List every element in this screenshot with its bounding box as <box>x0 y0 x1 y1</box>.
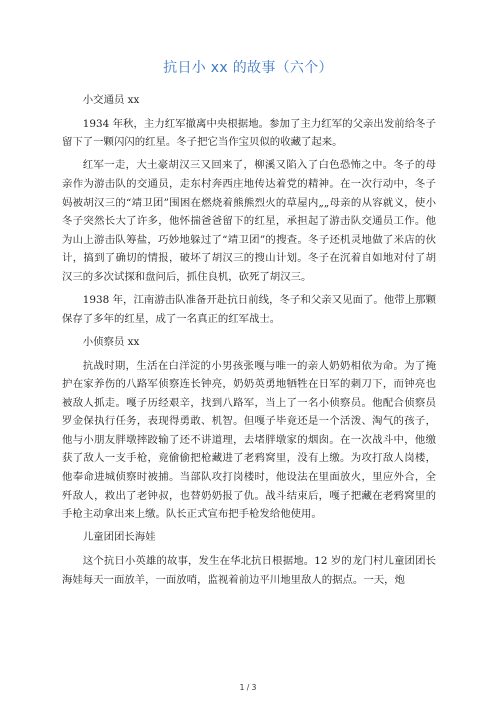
section-heading: 小交通员 xx <box>82 94 140 106</box>
page-number: 1 / 3 <box>239 683 257 692</box>
document-body <box>62 91 436 594</box>
paragraph: 这个抗日小英雄的故事，发生在华北抗日根据地。12 岁的龙门村儿童团团长海娃每天一面放羊，一面放哨，监视着前边平川地里敌人的据点。一天，炮 <box>62 555 436 586</box>
paragraph: 红军一走，大土豪胡汉三又回来了，柳溪又陷入了白色恐怖之中。冬子的母亲作为游击队的交通员，走东村奔西庄地传达着党的精神。在一次行动中，冬子妈被胡汉三的“靖卫团”围困在燃烧着熊熊烈火的草屋内„„母亲的从容就义，使小冬子突然长大了许多，他怀揣爸爸留下的红星，承担起了游击队交通员工作。他为山上游击队筹盐，巧妙地躲过了“靖卫团”的搜查。冬子还机灵地做了米店的伙计，搞到了确切的情报，破坏了胡汉三的搜山计划。冬子在沉着自如地对付了胡汉三的多次试探和盘问后，抓住良机，砍死了胡汉三。 <box>62 159 436 283</box>
paragraph: 1934 年秋，主力红军撤离中央根据地。参加了主力红军的父亲出发前给冬子留下了一颗闪闪的红星。冬子把它当作宝贝似的收藏了起来。 <box>62 117 436 149</box>
paragraph: 抗战时期，生活在白洋淀的小男孩张嘎与唯一的亲人奶奶相依为命。为了掩护在家养伤的八路军侦察连长钟亮，奶奶英勇地牺牲在日军的刺刀下，而钟亮也被敌人抓走。嘎子历经艰辛，找到八路军，当上了一名小侦察员。他配合侦察员罗金保执行任务，表现得勇敢、机智。但嘎子毕竟还是一个活泼、淘气的孩子，他与小朋友胖墩摔跤输了还不讲道理，去堵胖墩家的烟囱。在一次战斗中，他缴获了敌人一支手枪，竟偷偷把枪藏进了老鸦窝里，没有上缴。为攻打敌人岗楼，他奉命进城侦察时被捕。当部队攻打岗楼时，他设法在里面放火，里应外合，全歼敌人，救出了老钟叔，也替奶奶报了仇。战斗结束后，嘎子把藏在老鸦窝里的手枪主动拿出来上缴。队长正式宣布把手枪发给他使用。 <box>62 359 436 521</box>
section-heading: 小侦察员 xx <box>82 335 140 348</box>
paragraph: 1938 年，江南游击队准备开赴抗日前线，冬子和父亲又见面了。他带上那颗保存了多年的红星，成了一名真正的红军战士。 <box>62 294 436 325</box>
section-heading: 儿童团团长海娃 <box>82 531 156 544</box>
document-title: 抗日小 xx 的故事（六个） <box>163 60 333 76</box>
